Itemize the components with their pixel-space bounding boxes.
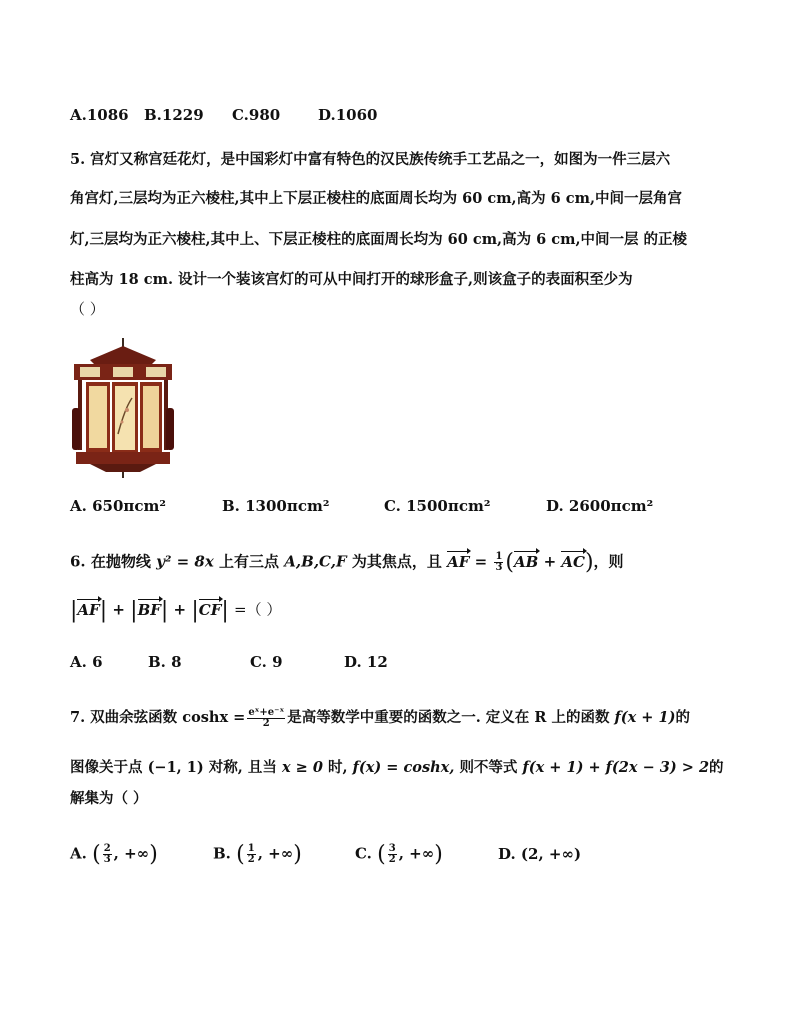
q6-answer-paren: =（ ） [234, 600, 282, 619]
q7-option-a-inf: , +∞ [113, 844, 150, 863]
q7-point: (−1, 1) [147, 759, 204, 776]
q7-line-2 [70, 756, 724, 777]
q7-l2-a: 图像关于点 [70, 759, 143, 776]
q6-number-intro: 6. 在抛物线 [70, 552, 151, 571]
q6-vector-ac: AC [561, 552, 585, 571]
q6-frac-num: 1 [495, 551, 503, 562]
q5-line-4: 柱高为 18 cm. 设计一个装该宫灯的可从中间打开的球形盒子,则该盒子的表面积至少为 [70, 271, 633, 288]
q7-cosh-label: coshx = [182, 709, 246, 726]
q6-abs-bf: BF [137, 600, 161, 619]
q6-fraction [494, 552, 503, 573]
q7-frac-num: eˣ+e⁻ˣ [248, 706, 285, 718]
q7-option-c-num: 3 [388, 843, 396, 854]
q7-condition: x ≥ 0 [281, 759, 323, 776]
q6-option-c: C. 9 [250, 653, 283, 671]
q6-paren-open: ( [505, 550, 514, 575]
q7-fx1: f(x + 1) [614, 709, 676, 726]
q7-option-b: B. ( $\frac{1}{2}$ , +∞) [213, 842, 302, 867]
q6-line-2: |AF| + |BF| + |CF| =（ ） [70, 598, 282, 623]
q7-cosh-fraction [247, 708, 285, 729]
q7-option-c-inf: , +∞ [398, 844, 435, 863]
q5-option-b: B. 1300πcm² [222, 497, 330, 515]
q7-line1-end: 的 [675, 709, 690, 726]
q6-text-mid2: 为其焦点，且 [351, 552, 442, 571]
palace-lantern-image [70, 338, 176, 478]
q4-option-a: A.1086 [70, 106, 129, 124]
q6-parabola-equation: y² = 8x [156, 552, 214, 571]
q7-line1-rest: 是高等数学中重要的函数之一. 定义在 R 上的函数 [287, 709, 610, 726]
q7-number-intro: 7. 双曲余弦函数 [70, 709, 178, 726]
q6-frac-den: 3 [495, 562, 503, 573]
q5-line-3: 灯,三层均为正六棱柱,其中上、下层正棱柱的底面周长均为 60 cm,高为 6 cm,中间一层 的正棱 [70, 231, 688, 248]
q6-plus: + [543, 552, 557, 571]
q5-line-1: 5. 宫灯又称宫廷花灯，是中国彩灯中富有特色的汉民族传统手工艺品之一，如图为一件三层六 [70, 151, 671, 168]
q7-line-1 [70, 706, 690, 729]
q4-option-b: B.1229 [144, 106, 204, 124]
q6-abs-cf: CF [198, 600, 222, 619]
q7-option-a-den: 3 [103, 854, 111, 865]
q5-option-a: A. 650πcm² [70, 497, 166, 515]
q7-option-b-den: 2 [247, 854, 255, 865]
q5-line-2: 角宫灯,三层均为正六棱柱,其中上下层正棱柱的底面周长均为 60 cm,高为 6 cm,中间一层角宫 [70, 190, 682, 207]
q7-l2-c: 时, [328, 759, 348, 776]
q7-option-b-inf: , +∞ [257, 844, 294, 863]
q7-frac-den: 2 [262, 717, 270, 729]
q7-definition: f(x) = coshx, [352, 759, 455, 776]
q6-line-1 [70, 550, 624, 575]
q7-option-d: D. (2, +∞) [498, 845, 582, 863]
q6-option-d: D. 12 [344, 653, 388, 671]
q7-l2-d: 则不等式 [459, 759, 518, 776]
q6-text-mid: 上有三点 [219, 552, 280, 571]
q6-vector-af: AF [447, 552, 470, 571]
q6-option-b: B. 8 [148, 653, 182, 671]
q7-l2-b: 对称, 且当 [208, 759, 277, 776]
q7-option-b-num: 1 [247, 843, 255, 854]
q7-line-3: 解集为（ ） [70, 790, 148, 807]
q5-option-d: D. 2600πcm² [546, 497, 654, 515]
q7-l2-end: 的 [709, 759, 724, 776]
q7-option-a-frac [103, 844, 112, 865]
q7-option-a: A. ( $\frac{2}{3}$ , +∞) [70, 842, 158, 867]
q6-abs-af: AF [77, 600, 100, 619]
q4-option-c: C.980 [232, 106, 281, 124]
q6-tail: ，则 [593, 552, 624, 571]
q7-option-c-label: C. [355, 844, 372, 863]
q7-option-b-frac [247, 844, 256, 865]
q6-vector-ab: AB [514, 552, 539, 571]
q4-option-d: D.1060 [318, 106, 378, 124]
q6-equals: = [474, 552, 488, 571]
q7-option-c-frac [388, 844, 397, 865]
q7-option-a-num: 2 [103, 843, 111, 854]
q7-option-c-den: 2 [388, 854, 396, 865]
q7-option-b-label: B. [213, 844, 231, 863]
q6-option-a: A. 6 [70, 653, 103, 671]
q5-option-c: C. 1500πcm² [384, 497, 491, 515]
q6-points: A,B,C,F [284, 552, 347, 571]
q5-answer-paren: （ ） [70, 300, 105, 318]
q6-paren-close: ) [584, 550, 594, 575]
q7-option-c: C. ( $\frac{3}{2}$ , +∞) [355, 842, 443, 867]
q7-inequality: f(x + 1) + f(2x − 3) > 2 [522, 759, 710, 776]
q7-option-a-label: A. [70, 844, 87, 863]
